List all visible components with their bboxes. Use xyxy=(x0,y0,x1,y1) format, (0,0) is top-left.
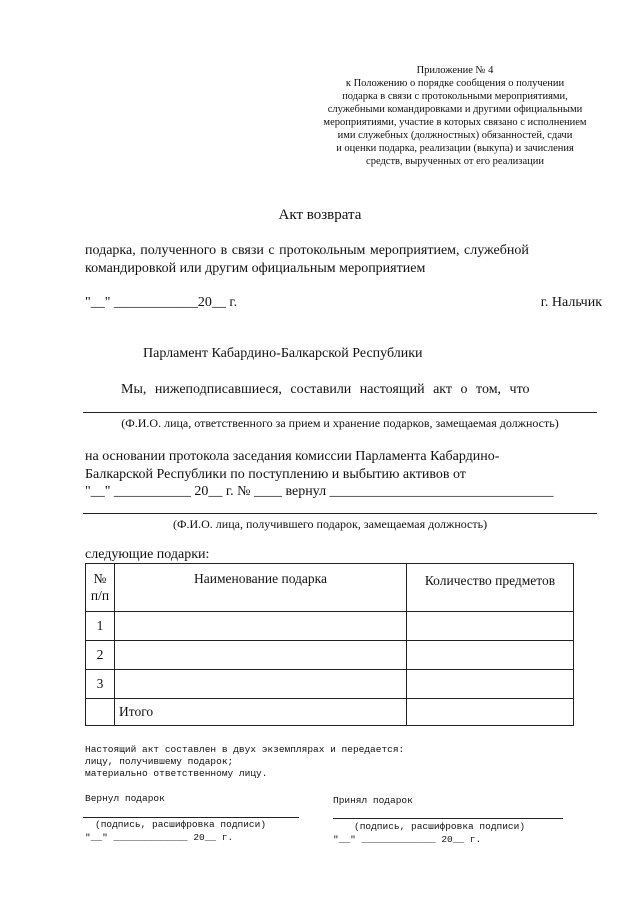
responsible-person-caption: (Ф.И.О. лица, ответственного за прием и хранение подарков, замещаемая должность) xyxy=(121,416,559,430)
date-line: "__" ____________20__ г. xyxy=(85,295,238,310)
recipient-line xyxy=(83,513,597,514)
row-gift-name xyxy=(115,641,407,670)
city: г. Нальчик xyxy=(540,295,602,310)
document-title: Акт возврата xyxy=(278,207,362,223)
row-number: 3 xyxy=(86,670,115,699)
recipient-caption: (Ф.И.О. лица, получившего подарок, замещаемая должность) xyxy=(173,517,488,531)
returned-date: "__" _____________ 20__ г. xyxy=(85,832,234,843)
returned-signature-caption: (подпись, расшифровка подписи) xyxy=(95,819,267,830)
total-quantity xyxy=(407,699,574,726)
responsible-person-line xyxy=(83,412,597,413)
accepted-signature-line xyxy=(333,818,563,819)
header-number-line-1: № xyxy=(93,571,107,586)
following-gifts-label: следующие подарки: xyxy=(85,547,210,562)
appendix-line: мероприятиями, участие в которых связано с исполнением xyxy=(323,117,587,128)
organization-name: Парламент Кабардино-Балкарской Республики xyxy=(143,346,423,361)
basis-line-2: Балкарской Республики по поступлению и выбытию активов от xyxy=(85,467,466,482)
table-row xyxy=(86,670,574,699)
appendix-line: Приложение № 4 xyxy=(416,65,494,76)
header-quantity: Количество предметов xyxy=(407,564,574,612)
returned-gift-label: Вернул подарок xyxy=(85,793,165,804)
row-number: 1 xyxy=(86,612,115,641)
header-gift-name: Наименование подарка xyxy=(115,564,407,612)
footer-line-2: лицу, получившему подарок; xyxy=(85,756,234,767)
subtitle-line-1: подарка, полученного в связи с протокольным мероприятием, служебной xyxy=(85,243,529,258)
intro-text: Мы, нижеподписавшиеся, составили настоящий акт о том, что xyxy=(121,382,530,397)
row-quantity xyxy=(407,670,574,699)
table-row xyxy=(86,641,574,670)
row-number: 2 xyxy=(86,641,115,670)
basis-line-3: "__" ___________ 20__ г. № ____ вернул ________________________________ xyxy=(85,484,554,499)
table-row xyxy=(86,612,574,641)
row-gift-name xyxy=(115,612,407,641)
header-number-line-2: п/п xyxy=(90,588,110,603)
table-header-row xyxy=(86,564,574,612)
total-label: Итого xyxy=(115,699,407,726)
accepted-date: "__" _____________ 20__ г. xyxy=(333,834,482,845)
appendix-line: средств, вырученных от его реализации xyxy=(366,156,544,167)
row-gift-name xyxy=(115,670,407,699)
accepted-signature-caption: (подпись, расшифровка подписи) xyxy=(354,821,526,832)
appendix-line: служебными командировками и другими официальными xyxy=(327,104,583,115)
row-quantity xyxy=(407,612,574,641)
footer-line-1: Настоящий акт составлен в двух экземплярах и передается: xyxy=(85,744,405,755)
accepted-gift-label: Принял подарок xyxy=(333,795,413,806)
appendix-line: и оценки подарка, реализации (выкупа) и зачисления xyxy=(336,143,574,154)
subtitle-line-2: командировкой или другим официальным мероприятием xyxy=(85,261,426,276)
appendix-line: к Положению о порядке сообщения о получении xyxy=(345,78,565,89)
table-total-row xyxy=(86,699,574,726)
total-number-cell xyxy=(86,699,115,726)
gifts-table xyxy=(85,563,574,726)
appendix-block xyxy=(290,64,620,168)
appendix-line: ими служебных (должностных) обязанностей, сдачи xyxy=(337,130,573,141)
footer-line-3: материально ответственному лицу. xyxy=(85,768,268,779)
basis-line-1: на основании протокола заседания комиссии Парламента Кабардино- xyxy=(85,449,500,464)
returned-signature-line xyxy=(83,817,299,818)
header-number xyxy=(86,564,115,612)
row-quantity xyxy=(407,641,574,670)
appendix-line: подарка в связи с протокольными мероприятиями, xyxy=(342,91,568,102)
